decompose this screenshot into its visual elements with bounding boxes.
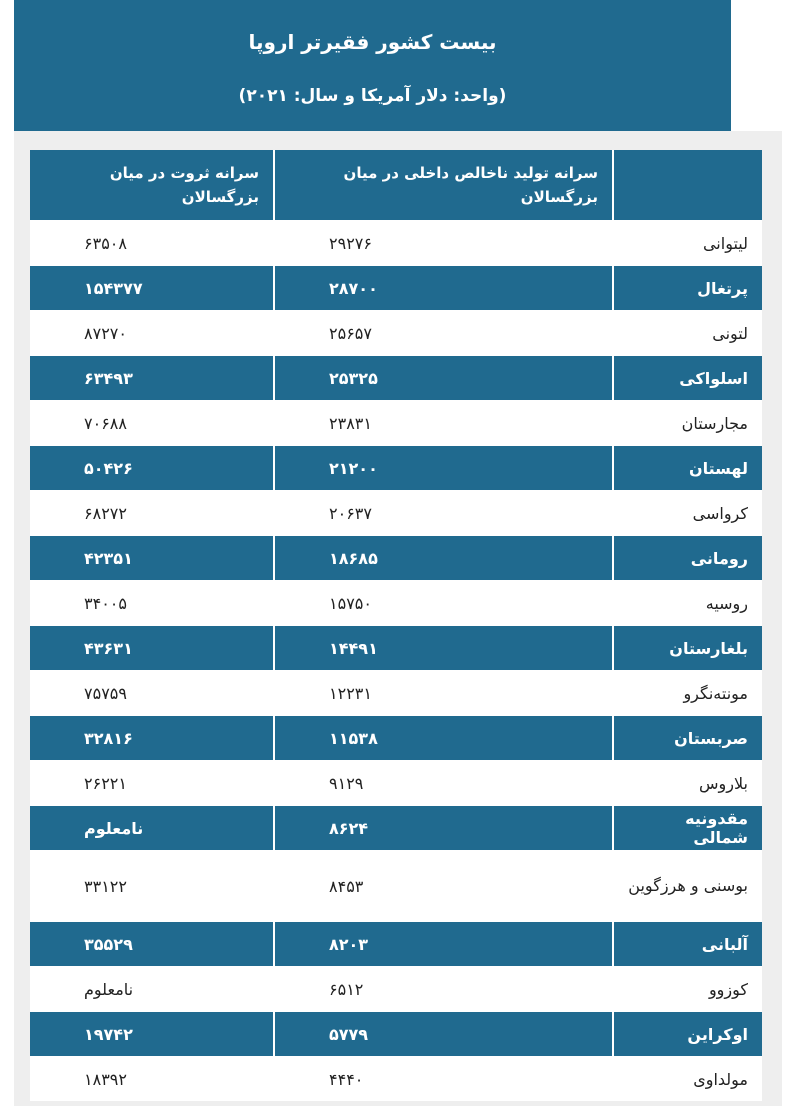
header-banner <box>14 0 731 131</box>
table-row <box>30 535 762 580</box>
country-cell: اسلواکی <box>612 355 762 400</box>
wealth-cell: ۱۹۷۴۲ <box>30 1011 273 1056</box>
country-cell: لیتوانی <box>612 220 762 265</box>
country-cell: مجارستان <box>612 400 762 445</box>
country-cell: آلبانی <box>612 921 762 966</box>
country-cell: مولداوی <box>612 1056 762 1101</box>
wealth-cell: نامعلوم <box>30 805 273 850</box>
gdp-cell: ۴۴۴۰ <box>273 1056 612 1101</box>
gdp-cell: ۲۵۳۲۵ <box>273 355 612 400</box>
country-cell: پرتغال <box>612 265 762 310</box>
table-row <box>30 1011 762 1056</box>
gdp-cell: ۲۱۲۰۰ <box>273 445 612 490</box>
table-row <box>30 670 762 715</box>
wealth-cell: ۲۶۲۲۱ <box>30 760 273 805</box>
wealth-cell: ۵۰۴۲۶ <box>30 445 273 490</box>
gdp-cell: ۱۱۵۳۸ <box>273 715 612 760</box>
wealth-cell: ۷۵۷۵۹ <box>30 670 273 715</box>
table-row <box>30 1056 762 1101</box>
wealth-cell: ۱۵۴۳۷۷ <box>30 265 273 310</box>
wealth-cell: ۴۳۶۳۱ <box>30 625 273 670</box>
country-cell: لتونی <box>612 310 762 355</box>
country-cell: بلغارستان <box>612 625 762 670</box>
wealth-cell: ۳۵۵۲۹ <box>30 921 273 966</box>
column-header-gdp: سرانه تولید ناخالص داخلی در میان بزرگسالان <box>273 150 612 220</box>
gdp-cell: ۸۴۵۳ <box>273 850 612 921</box>
gdp-cell: ۲۵۶۵۷ <box>273 310 612 355</box>
country-cell: کوزوو <box>612 966 762 1011</box>
wealth-cell: ۶۳۵۰۸ <box>30 220 273 265</box>
gdp-cell: ۱۵۷۵۰ <box>273 580 612 625</box>
wealth-cell: ۶۳۴۹۳ <box>30 355 273 400</box>
table-row <box>30 850 762 921</box>
gdp-cell: ۲۰۶۳۷ <box>273 490 612 535</box>
country-cell: مونته‌نگرو <box>612 670 762 715</box>
table-row <box>30 715 762 760</box>
table-row <box>30 490 762 535</box>
gdp-cell: ۹۱۲۹ <box>273 760 612 805</box>
gdp-cell: ۲۳۸۳۱ <box>273 400 612 445</box>
table-row <box>30 625 762 670</box>
table-row <box>30 921 762 966</box>
wealth-cell: ۸۷۲۷۰ <box>30 310 273 355</box>
gdp-cell: ۱۴۴۹۱ <box>273 625 612 670</box>
table-row <box>30 580 762 625</box>
gdp-cell: ۲۸۷۰۰ <box>273 265 612 310</box>
column-header-wealth: سرانه ثروت در میان بزرگسالان <box>30 150 273 220</box>
data-table <box>30 150 762 1101</box>
table-row <box>30 355 762 400</box>
country-cell: روسیه <box>612 580 762 625</box>
gdp-cell: ۱۸۶۸۵ <box>273 535 612 580</box>
table-row <box>30 445 762 490</box>
country-cell: کرواسی <box>612 490 762 535</box>
country-cell: لهستان <box>612 445 762 490</box>
page-title: بیست کشور فقیرتر اروپا <box>248 30 497 54</box>
wealth-cell: ۳۳۱۲۲ <box>30 850 273 921</box>
gdp-cell: ۸۶۲۴ <box>273 805 612 850</box>
wealth-cell: ۳۴۰۰۵ <box>30 580 273 625</box>
table-row <box>30 760 762 805</box>
country-cell: رومانی <box>612 535 762 580</box>
country-cell: مقدونیه شمالی <box>612 805 762 850</box>
table-row <box>30 310 762 355</box>
table-row <box>30 805 762 850</box>
wealth-cell: ۶۸۲۷۲ <box>30 490 273 535</box>
table-row <box>30 966 762 1011</box>
table-header-row <box>30 150 762 220</box>
table-row <box>30 400 762 445</box>
wealth-cell: ۷۰۶۸۸ <box>30 400 273 445</box>
gdp-cell: ۵۷۷۹ <box>273 1011 612 1056</box>
wealth-cell: ۴۲۳۵۱ <box>30 535 273 580</box>
gdp-cell: ۸۲۰۳ <box>273 921 612 966</box>
country-cell: صربستان <box>612 715 762 760</box>
table-body <box>30 220 762 1101</box>
country-cell: بلاروس <box>612 760 762 805</box>
country-cell: اوکراین <box>612 1011 762 1056</box>
gdp-cell: ۱۲۲۳۱ <box>273 670 612 715</box>
gdp-cell: ۲۹۲۷۶ <box>273 220 612 265</box>
wealth-cell: نامعلوم <box>30 966 273 1011</box>
column-header-country <box>612 150 762 220</box>
gdp-cell: ۶۵۱۲ <box>273 966 612 1011</box>
wealth-cell: ۳۲۸۱۶ <box>30 715 273 760</box>
country-cell: بوسنی و هرزگوین <box>612 850 762 921</box>
table-row <box>30 220 762 265</box>
table-row <box>30 265 762 310</box>
wealth-cell: ۱۸۳۹۲ <box>30 1056 273 1101</box>
page-subtitle: (واحد: دلار آمریکا و سال: ۲۰۲۱) <box>238 86 507 106</box>
